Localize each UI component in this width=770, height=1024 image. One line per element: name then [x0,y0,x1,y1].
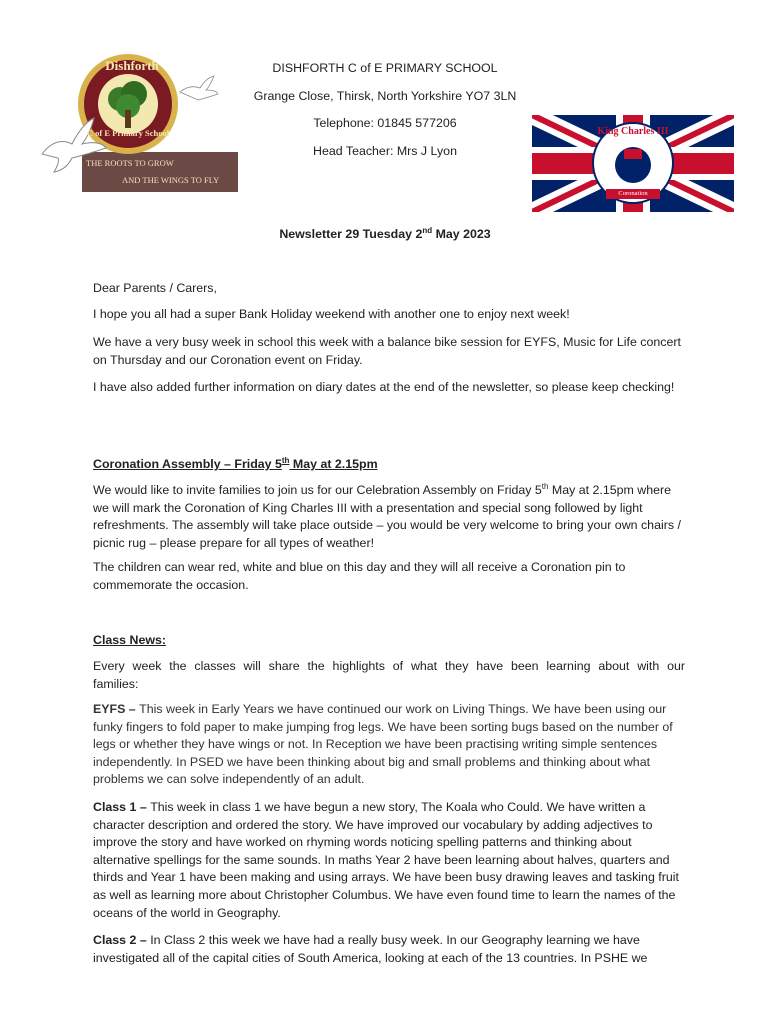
class2-text: In Class 2 this week we have had a really busy week. In our Geography learning we have investigated all of the capital cities of South America, looking at each of the 13 countries. In PSHE we [93,933,648,965]
flag-arc-text: King Charles III [597,126,669,137]
class1-news [93,799,685,922]
logo-motto-1: THE ROOTS TO GROW [86,158,174,168]
intro-p1: I hope you all had a super Bank Holiday weekend with another one to enjoy next week! [93,307,570,321]
eyfs-news [93,701,685,789]
union-flag-badge [532,115,734,212]
school-telephone: Telephone: 01845 577206 [313,116,457,130]
title-post: May 2023 [432,227,491,242]
coronation-p1-sup: th [541,482,549,491]
coronation-p1-post: May at 2.15pm where we will mark the Coronation of King Charles III with a presentation and special song followed by light refreshments. The assembly will take place outside – you would be very welcome to bring your own chairs / picnic rug – please prepare for all types of weather! [93,483,681,550]
coronation-heading-pre: Coronation Assembly – Friday 5 [93,457,282,472]
eyfs-text: This week in Early Years we have continued our work on Living Things. We have been using our funky fingers to fold paper to make jumping frog legs. We have been sorting bugs based on the number of legs or whether they have wings or not. In Reception we have been practising writing simple sentences independently. In PSED we have been thinking about big and small problems and thinking about what problems we can solve independently of an adult. [93,702,673,787]
class-news-heading [93,632,685,650]
class-news-intro: Every week the classes will share the highlights of what they have been learning about with our families: [93,659,685,691]
logo-ring-bottom: C of E Primary School [86,128,170,138]
class1-text: This week in class 1 we have begun a new story, The Koala who Could. We have written a character description and ordered the story. We have improved our vocabulary by adding adjectives to improve the story and have worked on rhyming words noticing spelling patterns and thinking about alternative spellings for the same sounds. In maths Year 2 have been learning about halves, quarters and thirds and Year 1 have been making and using arrays. We have been busy drawing leaves and tasking fruit as well as learning more about Christopher Columbus. We have even found time to learn the names of the oceans of the world in Geography. [93,800,679,920]
class1-label: Class 1 – [93,800,151,814]
class-news-heading-text: Class News: [93,633,167,647]
coronation-heading [93,452,685,474]
school-address: Grange Close, Thirsk, North Yorkshire YO7 3LN [253,89,517,103]
title-sup: nd [422,226,433,235]
flag-ribbon-text: Coronation [618,190,648,197]
logo-ring-top: Dishforth [105,58,159,73]
school-name: DISHFORTH C of E PRIMARY SCHOOL [272,61,498,75]
greeting: Dear Parents / Carers, [93,281,217,295]
coronation-p2: The children can wear red, white and blue on this day and they will all receive a Coronation pin to commemorate the occasion. [93,560,626,592]
coronation-heading-sup: th [281,456,290,465]
class2-news [93,932,685,967]
eyfs-label: EYFS – [93,702,140,716]
logo-motto-2: AND THE WINGS TO FLY [122,175,220,185]
intro-p3: I have also added further information on diary dates at the end of the newsletter, so please keep checking! [93,380,675,394]
head-teacher: Head Teacher: Mrs J Lyon [313,144,457,158]
coronation-p1-pre: We would like to invite families to join us for our Celebration Assembly on Friday 5 [93,483,542,498]
class2-label: Class 2 – [93,933,151,947]
newsletter-title [0,226,770,241]
intro-p2: We have a very busy week in school this week with a balance bike session for EYFS, Music for Life concert on Thursday and our Coronation event on Friday. [93,335,681,367]
coronation-heading-post: May at 2.15pm [289,457,378,472]
coronation-p1 [93,478,685,553]
title-main: Newsletter 29 Tuesday 2 [279,227,423,242]
